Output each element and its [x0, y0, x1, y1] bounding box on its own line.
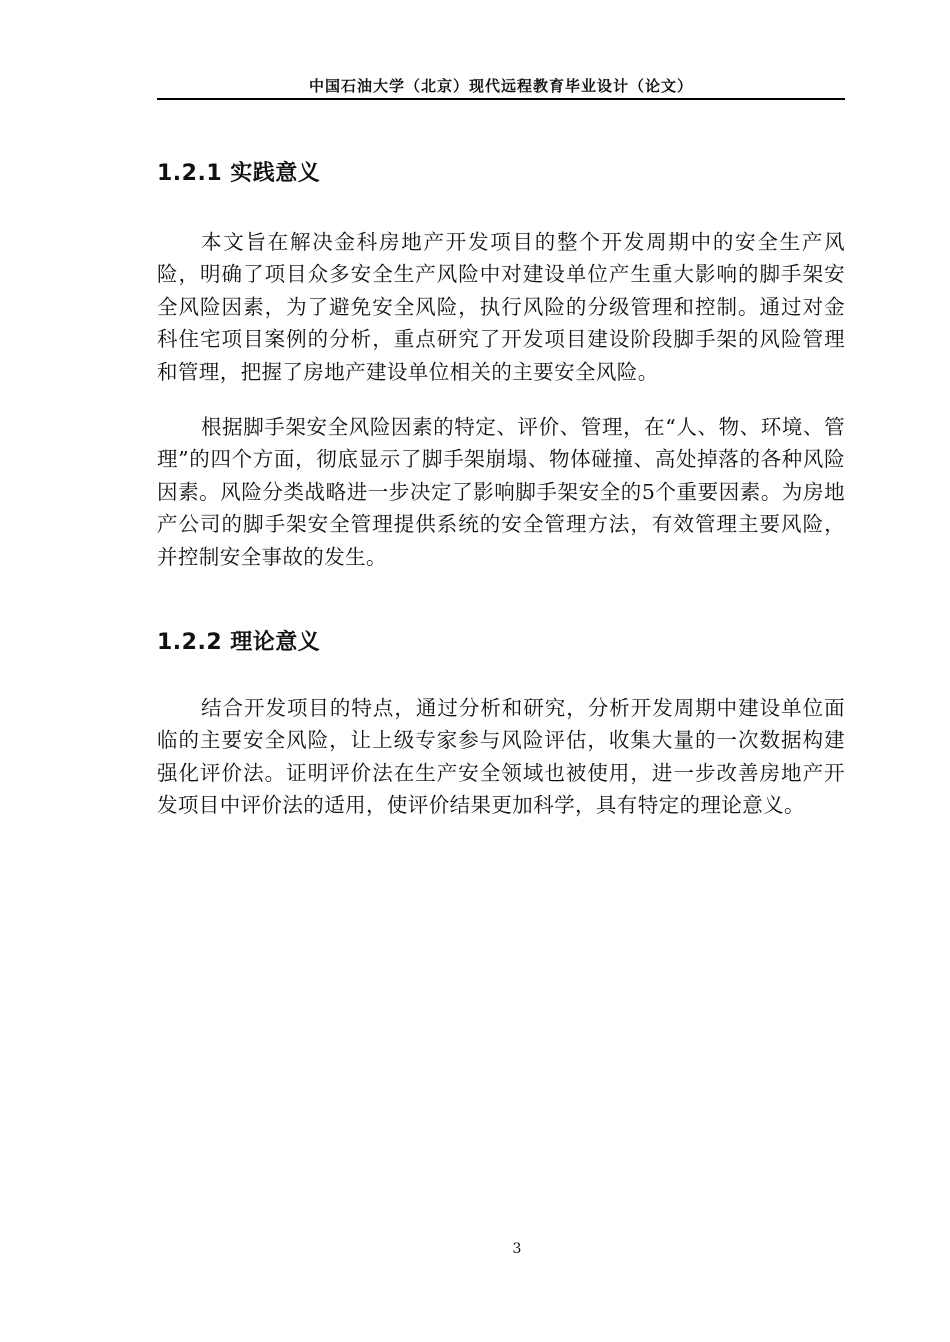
body-paragraph: 根据脚手架安全风险因素的特定、评价、管理，在“人、物、环境、管理”的四个方面，彻底显示了脚手架崩塌、物体碰撞、高处掉落的各种风险因素。风险分类战略进一步决定了影响脚手架安全的5个重要因素。为房地产公司的脚手架安全管理提供系统的安全管理方法，有效管理主要风险，并控制安全事故的发生。	[157, 415, 845, 569]
page-number: 3	[512, 1241, 522, 1257]
header-divider	[157, 98, 845, 100]
running-header: 中国石油大学（北京）现代远程教育毕业设计（论文）	[308, 77, 693, 95]
section-heading-theoretical-significance: 1.2.2 理论意义	[157, 630, 321, 655]
section-heading-practical-significance: 1.2.1 实践意义	[157, 161, 321, 186]
body-paragraph: 本文旨在解决金科房地产开发项目的整个开发周期中的安全生产风险，明确了项目众多安全生产风险中对建设单位产生重大影响的脚手架安全风险因素，为了避免安全风险，执行风险的分级管理和控制。通过对金科住宅项目案例的分析，重点研究了开发项目建设阶段脚手架的风险管理和管理，把握了房地产建设单位相关的主要安全风险。	[157, 230, 845, 384]
body-paragraph: 结合开发项目的特点，通过分析和研究，分析开发周期中建设单位面临的主要安全风险，让上级专家参与风险评估，收集大量的一次数据构建强化评价法。证明评价法在生产安全领域也被使用，进一步改善房地产开发项目中评价法的适用，使评价结果更加科学，具有特定的理论意义。	[157, 696, 845, 818]
